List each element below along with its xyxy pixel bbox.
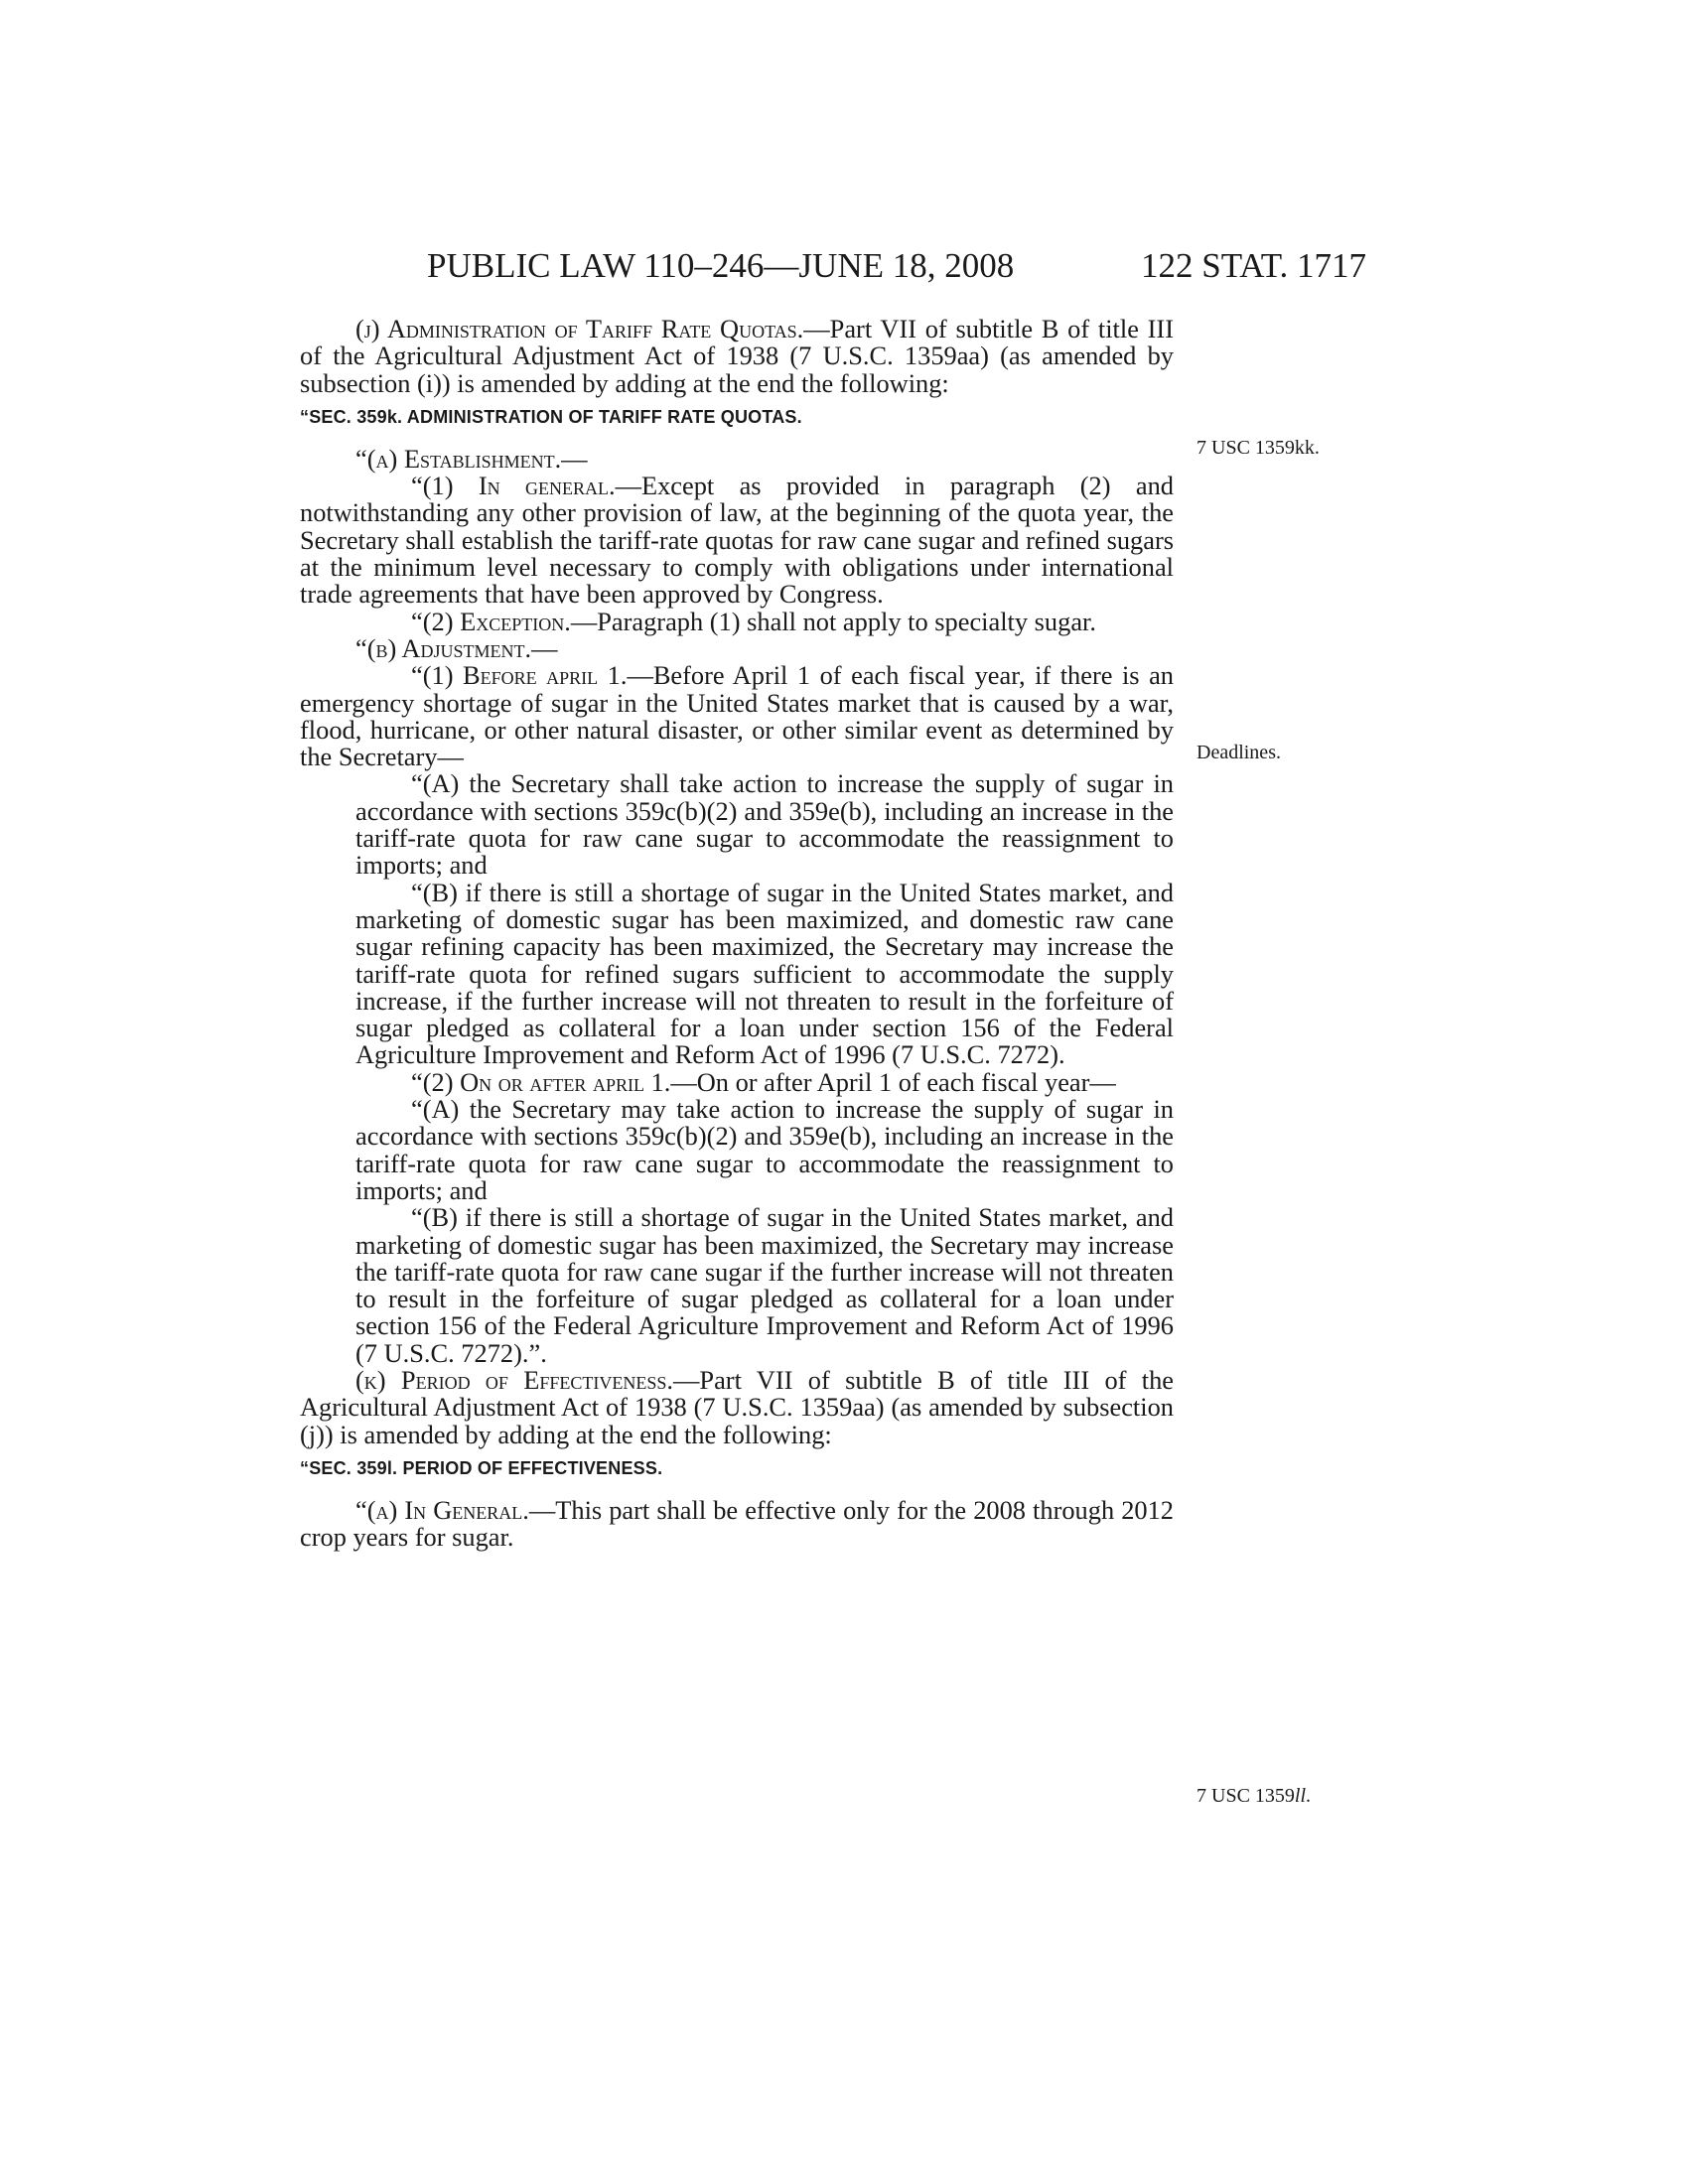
paragraph-b2-heading: “(2) On or after april 1. [411,1066,671,1097]
section-359l-heading: “SEC. 359l. PERIOD OF EFFECTIVENESS. [300,1457,663,1478]
paragraph-b-heading: “(b) Adjustment. [355,632,532,663]
paragraph-b2a: “(A) the Secretary may take action to increase the supply of sugar in accordance with sections 359c(b)(2) and 359e(b), including an increase in the tariff-rate quota for raw cane sugar to accommodate the reassignment to imports; and [355,1094,1174,1205]
margin-note-usc-prefix: 7 USC 1359 [1196,1785,1295,1807]
paragraph-a2-heading: “(2) Exception. [411,606,571,636]
section-359l-paragraph-a-heading: “(a) In General. [355,1494,529,1525]
paragraph-b1-heading: “(1) Before april 1. [411,660,628,691]
subsection-j-text: —Part VII of subtitle B of title III of the Agricultural Adjustment Act of 1938 (7 U.S.C. 1359aa) (as amended by subsection (i)) is amended by adding at the end the following: [300,314,1174,398]
paragraph-b1 [300,662,1174,770]
subsection-j-heading: (j) Administration of Tariff Rate Quotas. [355,314,804,343]
paragraph-a2-text: —Paragraph (1) shall not apply to specialty sugar. [570,606,1096,636]
paragraph-a-dash: — [561,443,588,474]
document-body [300,316,1174,1551]
subsection-k [300,1364,1175,1449]
paragraph-b1-text: —Before April 1 of each fiscal year, if there is an emergency shortage of sugar in the United States market that is caused by a war, flood, hurricane, or other natural disaster, or other similar event as determined by the Secretary— [300,660,1174,772]
section-359l-paragraph-a [300,1494,1174,1553]
paragraph-a1 [300,473,1174,608]
margin-note-usc-suffix: . [1306,1785,1312,1807]
paragraph-a2 [300,606,1174,636]
paragraph-b [300,632,1174,663]
subsection-k-heading: (k) Period of Effectiveness. [355,1364,674,1395]
section-359k-heading: “SEC. 359k. ADMINISTRATION OF TARIFF RATE QUOTAS. [300,406,802,427]
margin-note-usc-italic: ll [1294,1785,1307,1807]
paragraph-a [300,443,1174,474]
subsection-k-text: —Part VII of subtitle B of title III of the Agricultural Adjustment Act of 1938 (7 U.S.C. 1359aa) (as amended by subsection (j)) is amended by adding at the end the following: [300,1364,1175,1449]
page-header-stat: 122 STAT. 1717 [1141,246,1366,285]
paragraph-a1-text: —Except as provided in paragraph (2) and notwithstanding any other provision of law, at the beginning of the quota year, the Secretary shall establish the tariff-rate quotas for raw cane sugar and refined sugars at the minimum level necessary to comply with obligations under international trade agreements that have been approved by Congress. [300,471,1174,610]
page-header [427,246,1366,286]
subsection-j [300,316,1174,397]
paragraph-b1a: “(A) the Secretary shall take action to increase the supply of sugar in accordance with sections 359c(b)(2) and 359e(b), including an increase in the tariff-rate quota for raw cane sugar to accommodate the reassignment to imports; and [355,768,1174,881]
paragraph-b2-text: —On or after April 1 of each fiscal year— [670,1066,1116,1097]
paragraph-b-dash: — [531,632,558,663]
paragraph-b1b: “(B) if there is still a shortage of sugar in the United States market, and marketing of domestic sugar has been maximized, and domestic raw cane sugar refining capacity has been maximized, the Secretary may increase the tariff-rate quota for refined sugars sufficient to accommodate the supply increase, if the further increase will not threaten to result in the forfeiture of sugar pledged as collateral for a loan under section 156 of the Federal Agriculture Improvement and Reform Act of 1996 (7 U.S.C. 7272). [355,877,1174,1070]
paragraph-b2b: “(B) if there is still a shortage of sugar in the United States market, and marketing of domestic sugar has been maximized, the Secretary may increase the tariff-rate quota for raw cane sugar if the further increase will not threaten to result in the forfeiture of sugar pledged as collateral for a loan under section 156 of the Federal Agriculture Improvement and Reform Act of 1996 (7 U.S.C. 7272).”. [355,1202,1174,1368]
section-359l-paragraph-a-text: —This part shall be effective only for the 2008 through 2012 crop years for sugar. [300,1494,1174,1553]
margin-note-usc-1359kk: 7 USC 1359kk. [1196,437,1320,459]
paragraph-a-heading: “(a) Establishment. [355,443,562,474]
paragraph-a1-heading: “(1) In general. [411,471,616,501]
paragraph-b2 [300,1066,1174,1097]
page-header-title: PUBLIC LAW 110–246—JUNE 18, 2008 [427,246,1015,285]
margin-note-usc-1359ll [1196,1785,1311,1807]
margin-note-deadlines: Deadlines. [1196,742,1281,763]
